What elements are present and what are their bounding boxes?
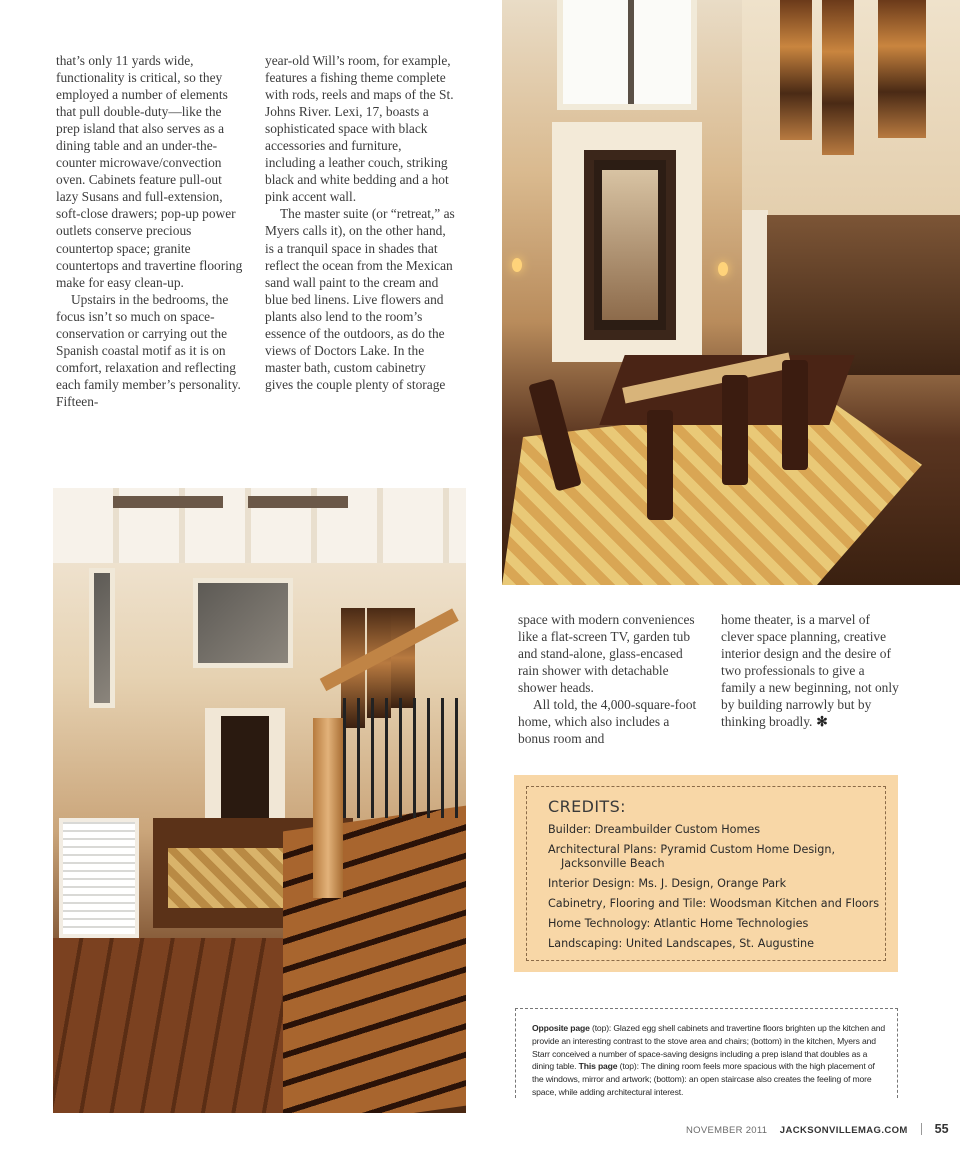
credits-box bbox=[514, 775, 898, 972]
article-paragraph: All told, the 4,000-square-foot home, which also includes a bonus room and bbox=[518, 697, 697, 747]
article-column-2 bbox=[265, 52, 455, 393]
credits-frame bbox=[526, 786, 886, 961]
credit-item: Interior Design: Ms. J. Design, Orange Park bbox=[548, 877, 787, 890]
article-paragraph: that’s only 11 yards wide, functionality is critical, so they employed a number of elements that pull double-duty—like the prep island that also serves as a dining table and an under-the-counter microwave/convection oven. Cabinets feature pull-out lazy Susans and full-extension, soft-close drawers; pop-up power outlets conserve precious countertop space; granite countertops and travertine flooring make for easy clean-up. bbox=[56, 53, 243, 290]
article-paragraph: Upstairs in the bedrooms, the focus isn’t so much on space-conservation or carrying out the Spanish coastal motif as it is on comfort, relaxation and reflecting each family member’s personality. Fifteen- bbox=[56, 291, 241, 409]
staircase-photo bbox=[53, 488, 466, 1113]
credit-item-text: Architectural Plans: Pyramid Custom Home Design, bbox=[548, 843, 836, 856]
article-paragraph: year-old Will’s room, for example, features a fishing theme complete with rods, reels and maps of the St. Johns River. Lexi, 17, boasts a sophisticated space with black accessories and furniture, including a leather couch, striking black and white bedding and a hot pink accent wall. bbox=[265, 53, 454, 205]
credit-item: Builder: Dreambuilder Custom Homes bbox=[548, 823, 761, 836]
credits-title: CREDITS: bbox=[548, 797, 626, 816]
end-mark-icon: ✻ bbox=[816, 714, 828, 730]
page-number: 55 bbox=[934, 1122, 949, 1136]
article-paragraph: The master suite (or “retreat,” as Myers calls it), on the other hand, is a tranquil space in shades that reflect the ocean from the Mexican sand wall paint to the cream and blue bed linens. Live flowers and plants also lend to the room’s essence of the outdoors, as do the views of Doctors Lake. In the master bath, custom cabinetry gives the couple plenty of storage bbox=[265, 206, 455, 392]
footer-date: NOVEMBER 2011 bbox=[686, 1125, 768, 1136]
article-column-1 bbox=[56, 52, 246, 410]
credit-item-continuation: Jacksonville Beach bbox=[561, 857, 665, 870]
credit-item: Home Technology: Atlantic Home Technologies bbox=[548, 917, 809, 930]
article-text: home theater, is a marvel of clever space planning, creative interior design and the desire of two professionals to give a family a new beginning, not only by building narrowly but by thinking broadly. bbox=[721, 612, 899, 730]
footer-site-link[interactable]: JACKSONVILLEMAG.COM bbox=[779, 1125, 908, 1136]
dining-room-photo bbox=[502, 0, 960, 585]
credit-item: Landscaping: United Landscapes, St. Augustine bbox=[548, 937, 815, 950]
article-paragraph bbox=[721, 611, 899, 730]
photo-caption bbox=[515, 1008, 898, 1098]
credit-item bbox=[548, 843, 885, 871]
article-column-4 bbox=[721, 611, 899, 730]
caption-text: (top): Glazed egg shell cabinets and travertine floors brighten up the kitchen and provide an interesting contrast to the stove area and chairs; (bottom) in the kitchen, Myers and Starr conceived a number of space-saving designs including a prep island that doubles as a dining table. bbox=[532, 1023, 885, 1072]
caption-lead: Opposite page bbox=[532, 1023, 590, 1033]
caption-text: (top): The dining room feels more spacious with the high placement of the windows, mirror and artwork; (bottom): an open staircase also creates the feeling of more space, while adding architectural interest. bbox=[532, 1061, 875, 1097]
article-column-3 bbox=[518, 611, 698, 747]
page-footer bbox=[686, 1120, 949, 1136]
caption-lead: This page bbox=[578, 1061, 618, 1072]
article-paragraph: space with modern conveniences like a flat-screen TV, garden tub and stand-alone, glass-encased rain shower with detachable shower heads. bbox=[518, 612, 695, 696]
footer-divider bbox=[921, 1123, 922, 1135]
credit-item: Cabinetry, Flooring and Tile: Woodsman Kitchen and Floors bbox=[548, 897, 880, 910]
